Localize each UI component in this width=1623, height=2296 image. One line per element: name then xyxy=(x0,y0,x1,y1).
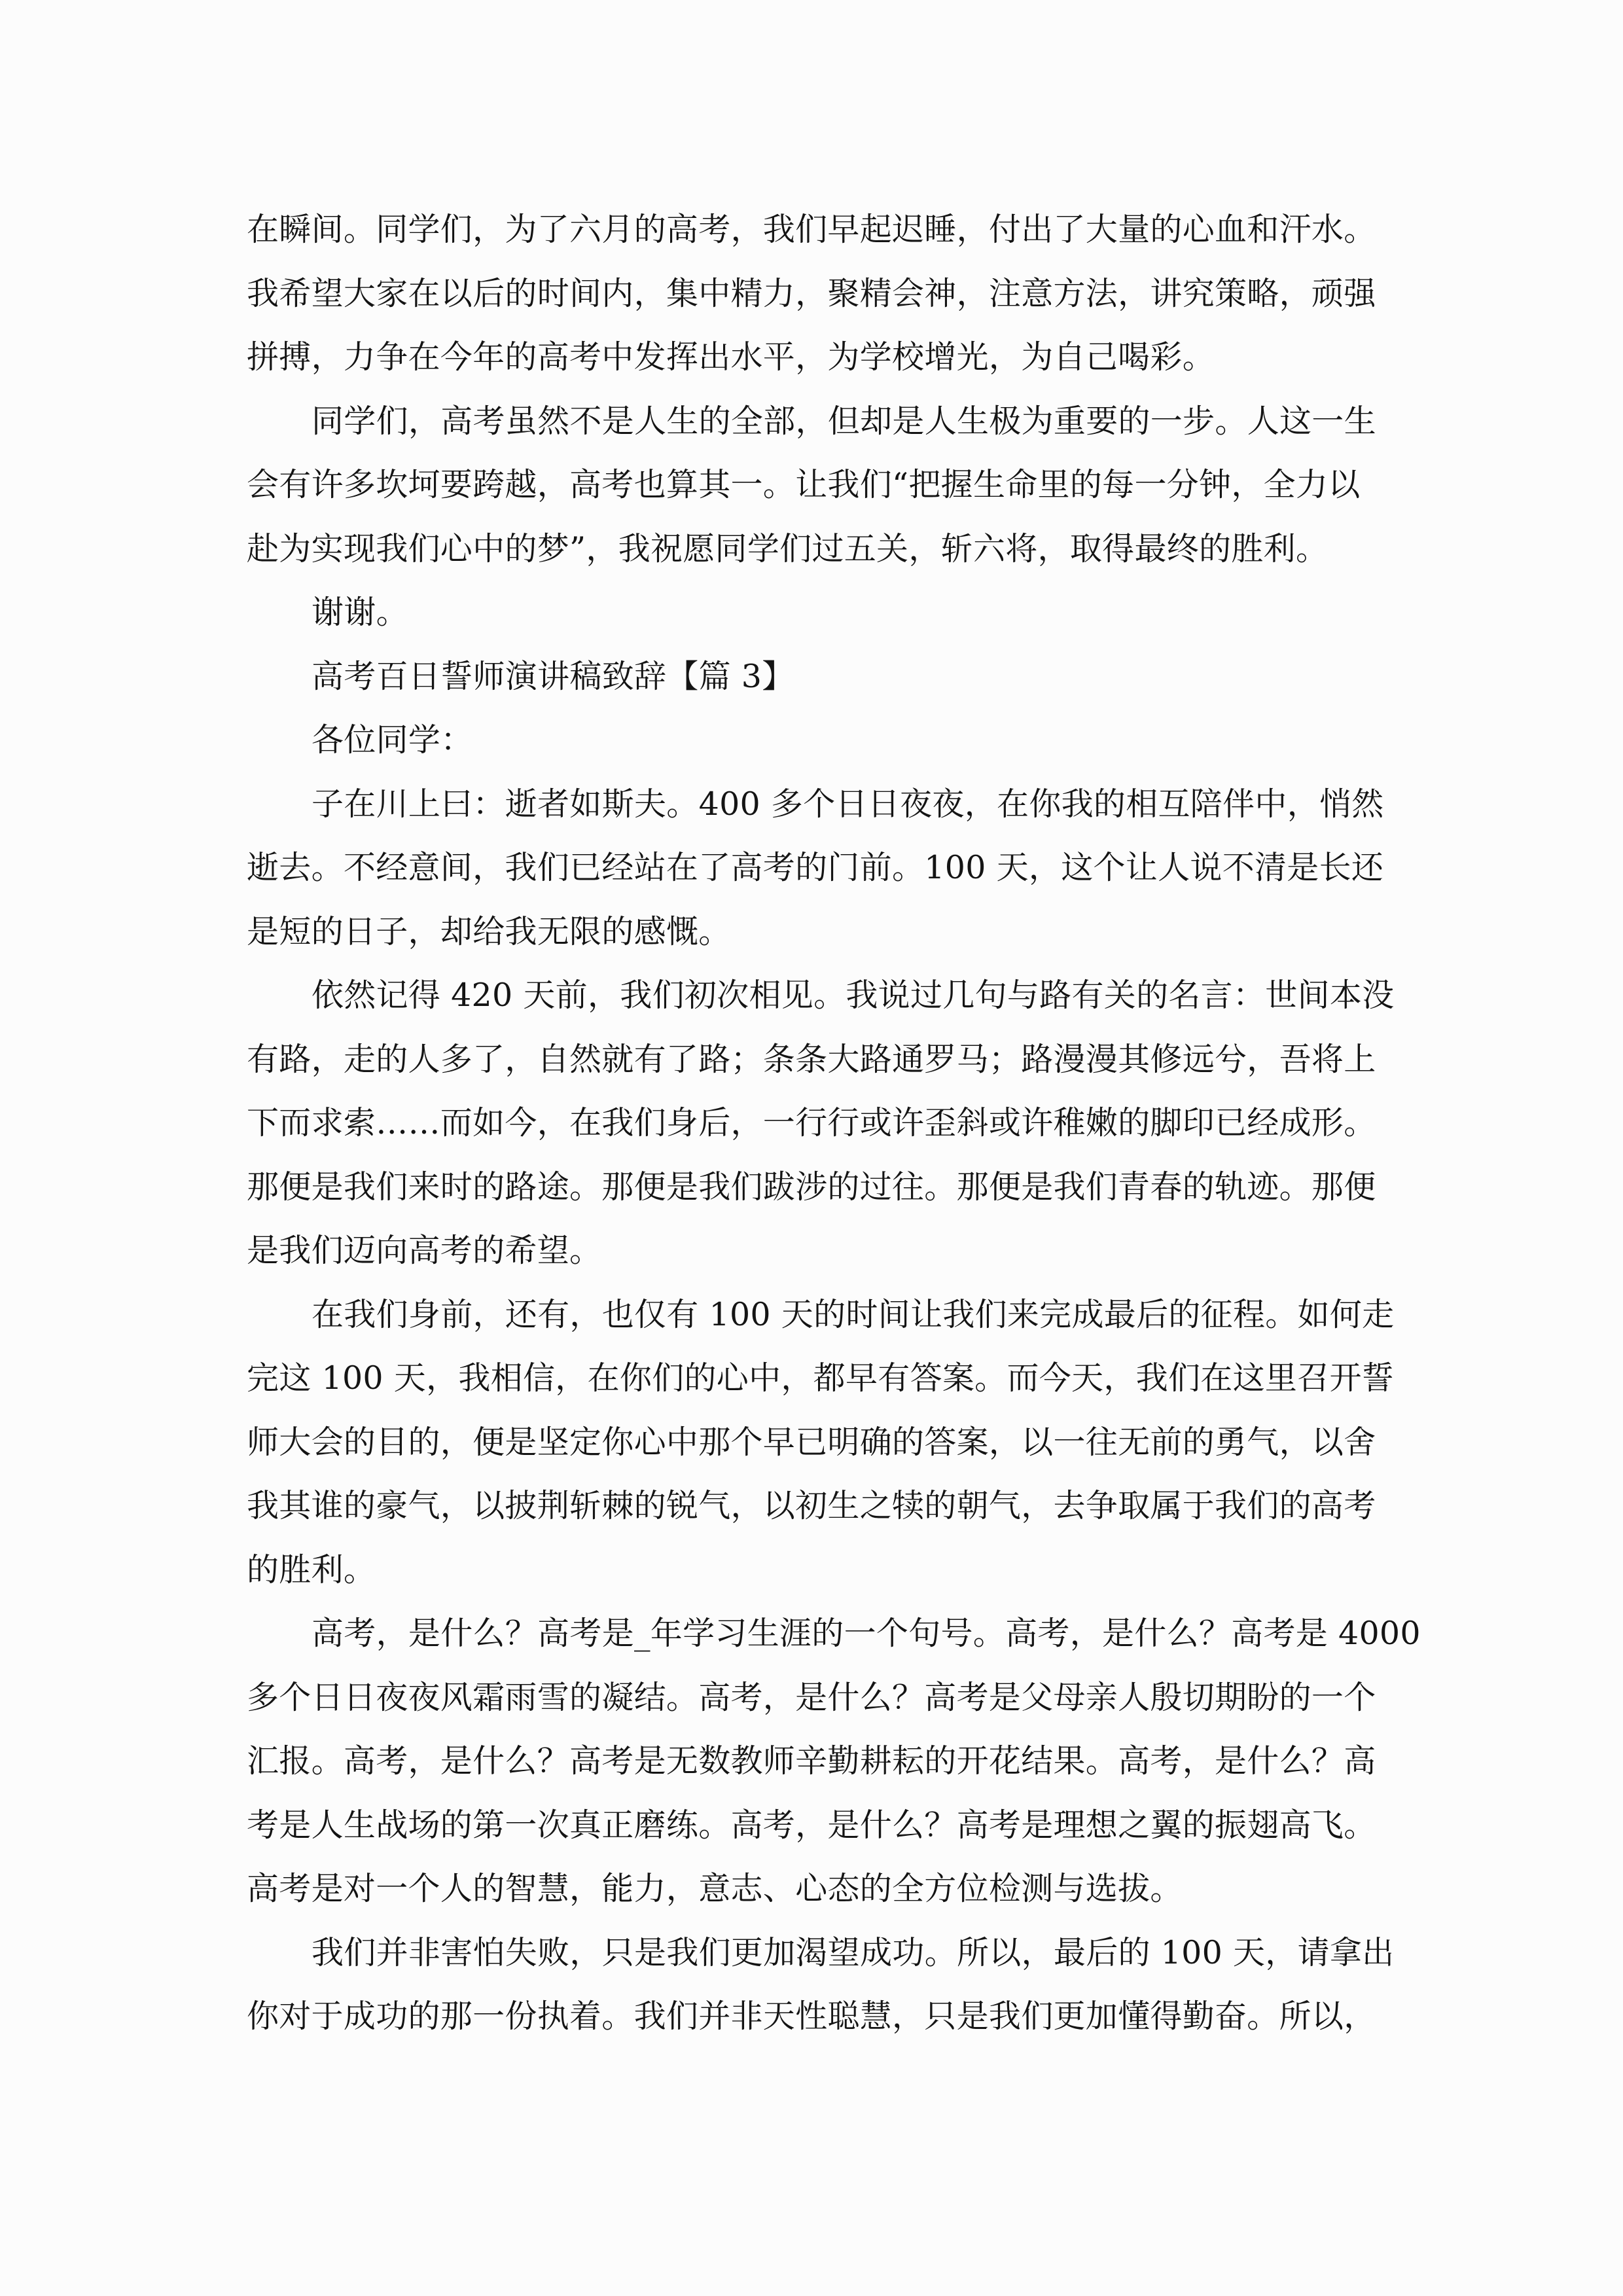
text-line: 在瞬间。同学们，为了六月的高考，我们早起迟睡，付出了大量的心血和汗水。 xyxy=(247,211,1376,248)
text-line: 多个日日夜夜风霜雨雪的凝结。高考，是什么？高考是父母亲人殷切期盼的一个 xyxy=(247,1678,1376,1716)
section-title xyxy=(247,645,1379,709)
paragraph-ahead xyxy=(247,1283,1395,1602)
text-line: 拼搏，力争在今年的高考中发挥出水平，为学校增光，为自己喝彩。 xyxy=(247,338,1215,376)
text-line: 在我们身前，还有，也仅有 100 天的时间让我们来完成最后的征程。如何走 xyxy=(312,1295,1395,1333)
paragraph-exam-step xyxy=(247,389,1379,581)
text-line: 谢谢。 xyxy=(312,594,408,631)
paragraph-confucius xyxy=(247,772,1384,964)
text-line: 汇报。高考，是什么？高考是无数教师辛勤耕耘的开花结果。高考，是什么？高 xyxy=(247,1742,1376,1780)
text-line: 考是人生战场的第一次真正磨练。高考，是什么？高考是理想之翼的振翅高飞。 xyxy=(247,1806,1376,1844)
text-line: 我希望大家在以后的时间内，集中精力，聚精会神，注意方法，讲究策略，顽强 xyxy=(247,274,1376,312)
text-line: 我其谁的豪气，以披荆斩棘的锐气，以初生之犊的朝气，去争取属于我们的高考 xyxy=(247,1487,1376,1524)
text-line: 高考是对一个人的智慧，能力，意志、心态的全方位检测与选拔。 xyxy=(247,1870,1183,1907)
text-line: 依然记得 420 天前，我们初次相见。我说过几句与路有关的名言：世间本没 xyxy=(312,977,1395,1014)
text-line: 逝去。不经意间，我们已经站在了高考的门前。100 天，这个让人说不清是长还 xyxy=(247,849,1384,886)
paragraph-not-afraid xyxy=(247,1921,1395,2049)
paragraph-thanks xyxy=(247,581,1379,645)
section-heading: 高考百日誓师演讲稿致辞【篇 3】 xyxy=(312,657,794,695)
document-body xyxy=(247,198,1421,2049)
text-line: 会有许多坎坷要跨越，高考也算其一。让我们“把握生命里的每一分钟，全力以 xyxy=(247,466,1361,503)
text-line: 那便是我们来时的路途。那便是我们跋涉的过往。那便是我们青春的轨迹。那便 xyxy=(247,1168,1376,1206)
text-line: 有路，走的人多了，自然就有了路；条条大路通罗马；路漫漫其修远兮，吾将上 xyxy=(247,1040,1376,1078)
text-line: 子在川上曰：逝者如斯夫。400 多个日日夜夜，在你我的相互陪伴中，悄然 xyxy=(312,785,1384,823)
text-line: 赴为实现我们心中的梦”，我祝愿同学们过五关，斩六将，取得最终的胜利。 xyxy=(247,529,1329,567)
text-line: 是短的日子，却给我无限的感慨。 xyxy=(247,912,731,950)
paragraph-remember xyxy=(247,963,1395,1283)
text-line: 下而求索……而如今，在我们身后，一行行或许歪斜或许稚嫩的脚印已经成形。 xyxy=(247,1104,1376,1141)
text-line: 各位同学： xyxy=(312,721,473,759)
text-line: 你对于成功的那一份执着。我们并非天性聪慧，只是我们更加懂得勤奋。所以， xyxy=(247,1998,1376,2035)
text-line: 高考，是什么？高考是_年学习生涯的一个句号。高考，是什么？高考是 4000 xyxy=(312,1615,1421,1652)
text-line: 是我们迈向高考的希望。 xyxy=(247,1232,602,1269)
text-line: 同学们，高考虽然不是人生的全部，但却是人生极为重要的一步。人这一生 xyxy=(312,402,1376,440)
text-line: 师大会的目的，便是坚定你心中那个早已明确的答案，以一往无前的勇气，以舍 xyxy=(247,1423,1376,1461)
paragraph-what-is xyxy=(247,1602,1421,1921)
text-line: 我们并非害怕失败，只是我们更加渴望成功。所以，最后的 100 天，请拿出 xyxy=(312,1933,1395,1971)
paragraph-continuation xyxy=(247,198,1379,389)
salutation xyxy=(247,708,1379,772)
text-line: 的胜利。 xyxy=(247,1551,376,1588)
text-line: 完这 100 天，我相信，在你们的心中，都早有答案。而今天，我们在这里召开誓 xyxy=(247,1359,1395,1397)
